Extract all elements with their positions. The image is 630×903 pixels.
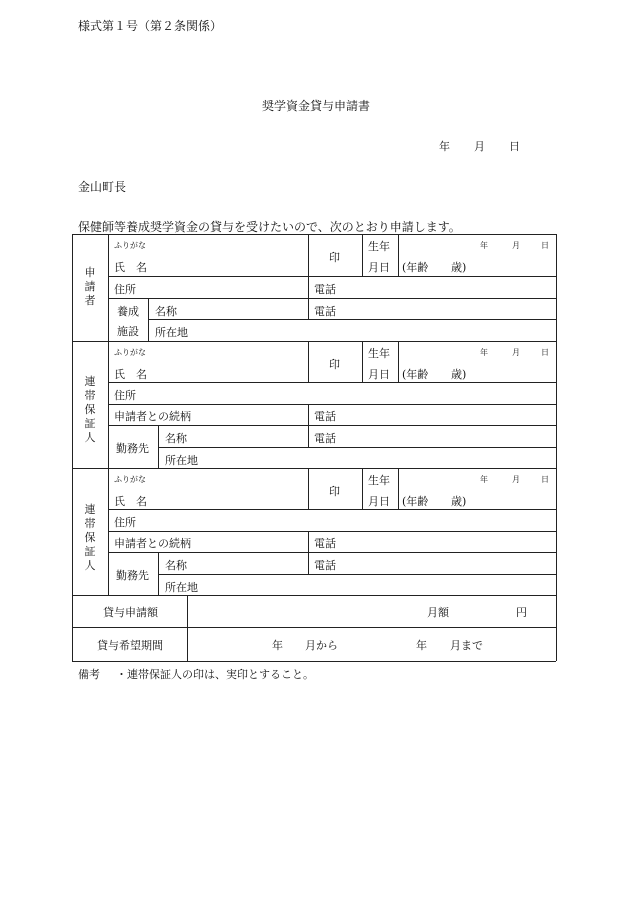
- applicant-age-close: 歳): [451, 261, 467, 274]
- applicant-school-location-label: 所在地: [155, 326, 188, 339]
- section-applicant: 申請者: [84, 266, 96, 307]
- g1-phone-label: 電話: [314, 410, 336, 423]
- loan-period-year-from: 年: [272, 639, 283, 652]
- applicant-birth-day: 日: [541, 241, 549, 250]
- g2-address-label: 住所: [114, 516, 136, 529]
- date-month: 月: [474, 140, 485, 153]
- applicant-school-top: 養成: [117, 305, 139, 318]
- date-day: 日: [509, 140, 520, 153]
- g1-name-label: 氏 名: [114, 368, 147, 381]
- loan-amount-label: 貸与申請額: [103, 606, 158, 619]
- g2-age-close: 歳): [451, 495, 467, 508]
- applicant-birth-bottom: 月日: [368, 261, 390, 274]
- addressee: 金山町長: [78, 180, 127, 194]
- g1-address-label: 住所: [114, 389, 136, 402]
- date-year: 年: [439, 140, 450, 153]
- section-guarantor-2: 連帯保証人: [84, 503, 96, 572]
- applicant-school-name-label: 名称: [155, 305, 177, 318]
- g1-workplace-label: 勤務先: [116, 442, 149, 455]
- g2-birth-day: 日: [541, 475, 549, 484]
- g1-birth-bottom: 月日: [368, 368, 390, 381]
- loan-period-label: 貸与希望期間: [97, 639, 163, 652]
- loan-period-from: 月から: [305, 639, 338, 652]
- g1-seal-label: 印: [329, 358, 340, 371]
- g1-workplace-phone-label: 電話: [314, 432, 336, 445]
- loan-monthly-label: 月額: [427, 606, 449, 619]
- applicant-school-bottom: 施設: [117, 325, 139, 338]
- g2-birth-year: 年: [480, 475, 488, 484]
- g2-name-label: 氏 名: [114, 495, 147, 508]
- g2-seal-label: 印: [329, 485, 340, 498]
- g1-birth-month: 月: [512, 348, 520, 357]
- notes-label: 備考: [78, 668, 100, 681]
- section-guarantor-1: 連帯保証人: [84, 375, 96, 444]
- g2-workplace-phone-label: 電話: [314, 559, 336, 572]
- page-title: 奨学資金貸与申請書: [262, 99, 371, 113]
- loan-yen-label: 円: [516, 606, 527, 619]
- form-number: 様式第１号（第２条関係）: [78, 19, 223, 33]
- loan-period-to: 月まで: [450, 639, 483, 652]
- g1-workplace-name-label: 名称: [165, 432, 187, 445]
- applicant-seal-label: 印: [329, 251, 340, 264]
- applicant-school-phone-label: 電話: [314, 305, 336, 318]
- applicant-birth-top: 生年: [368, 240, 390, 253]
- g1-birth-top: 生年: [368, 347, 390, 360]
- loan-period-year-to: 年: [416, 639, 427, 652]
- applicant-birth-month: 月: [512, 241, 520, 250]
- g1-birth-day: 日: [541, 348, 549, 357]
- g2-workplace-location-label: 所在地: [165, 581, 198, 594]
- g2-relationship-label: 申請者との続柄: [114, 537, 191, 550]
- g2-birth-top: 生年: [368, 474, 390, 487]
- g1-workplace-location-label: 所在地: [165, 454, 198, 467]
- applicant-birth-year: 年: [480, 241, 488, 250]
- applicant-address-label: 住所: [114, 283, 136, 296]
- g2-furigana-label: ふりがな: [114, 475, 146, 484]
- applicant-furigana-label: ふりがな: [114, 241, 146, 250]
- g2-workplace-name-label: 名称: [165, 559, 187, 572]
- notes-text: ・連帯保証人の印は、実印とすること。: [116, 668, 314, 681]
- g1-relationship-label: 申請者との続柄: [114, 410, 191, 423]
- g1-age-close: 歳): [451, 368, 467, 381]
- g1-birth-year: 年: [480, 348, 488, 357]
- intro-text: 保健師等養成奨学資金の貸与を受けたいので、次のとおり申請します。: [78, 220, 461, 234]
- g2-workplace-label: 勤務先: [116, 569, 149, 582]
- g2-phone-label: 電話: [314, 537, 336, 550]
- applicant-age-open: (年齢: [402, 261, 429, 274]
- g1-furigana-label: ふりがな: [114, 348, 146, 357]
- g2-birth-bottom: 月日: [368, 495, 390, 508]
- applicant-name-label: 氏 名: [114, 261, 147, 274]
- applicant-phone-label: 電話: [314, 283, 336, 296]
- g1-age-open: (年齢: [402, 368, 429, 381]
- g2-age-open: (年齢: [402, 495, 429, 508]
- g2-birth-month: 月: [512, 475, 520, 484]
